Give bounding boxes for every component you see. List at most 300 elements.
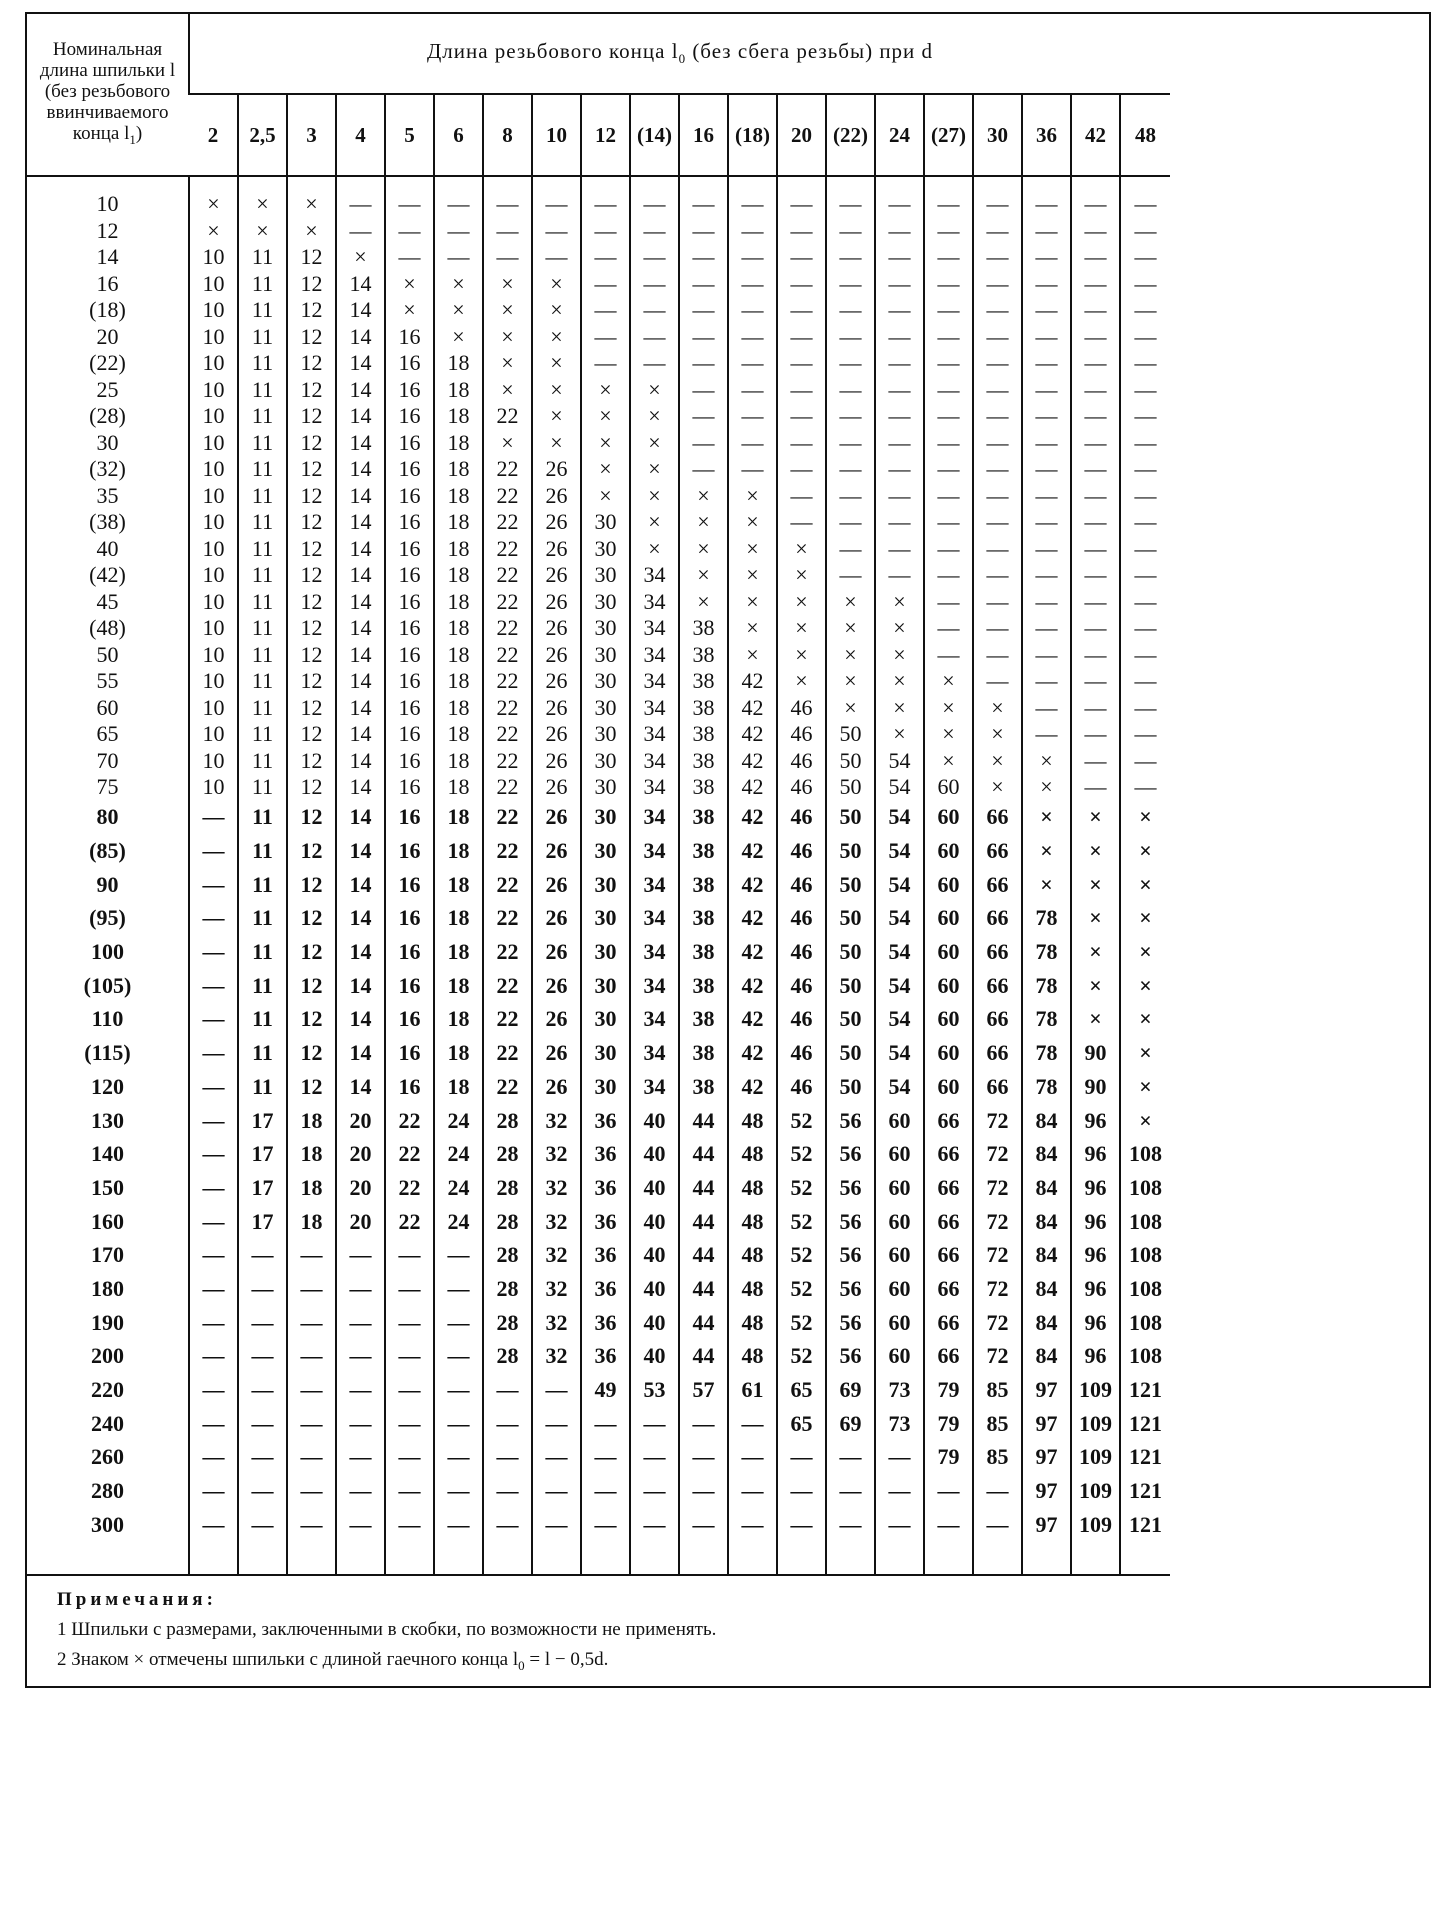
column-header: (14) [630,94,679,176]
table-cell: × [924,748,973,775]
table-cell: — [581,191,630,218]
table-cell: 44 [679,1171,728,1205]
table-cell: 16 [385,562,434,589]
table-cell: — [483,1441,532,1475]
table-cell: 34 [630,748,679,775]
table-cell: × [875,615,924,642]
table-cell: 11 [238,350,287,377]
table-cell: 34 [630,868,679,902]
table-cell: 22 [483,1003,532,1037]
table-cell: — [973,430,1022,457]
table-cell: — [875,350,924,377]
table-cell: — [777,271,826,298]
table-cell: — [826,218,875,245]
table-cell: — [679,1441,728,1475]
table-cell: — [826,483,875,510]
spacer-cell [532,1542,581,1575]
table-cell: 60 [875,1306,924,1340]
table-cell: — [434,244,483,271]
table-cell: 32 [532,1340,581,1374]
table-cell: — [924,271,973,298]
table-cell: 12 [287,350,336,377]
table-cell: 50 [826,801,875,835]
table-cell: — [924,1474,973,1508]
table-cell: 26 [532,721,581,748]
table-cell: 97 [1022,1441,1071,1475]
table-cell: 18 [434,642,483,669]
span-title-post: (без сбега резьбы) при d [686,39,934,64]
table-cell: 54 [875,1036,924,1070]
table-cell: 42 [728,1070,777,1104]
table-cell: 11 [238,377,287,404]
spacer-cell [973,1542,1022,1575]
table-cell: — [287,1441,336,1475]
table-cell: 52 [777,1137,826,1171]
table-cell: 20 [336,1205,385,1239]
row-label: 80 [96,804,119,830]
column-header: (22) [826,94,875,176]
table-cell: 34 [630,721,679,748]
table-cell: — [973,218,1022,245]
row-label: (85) [89,838,126,864]
table-cell: — [728,324,777,351]
table-cell: 16 [385,774,434,801]
table-cell: — [189,1171,238,1205]
row-label: 170 [91,1242,124,1268]
table-cell: 11 [238,244,287,271]
table-cell: 22 [483,1070,532,1104]
table-cell: × [483,271,532,298]
table-cell: 14 [336,868,385,902]
table-cell: 108 [1120,1205,1170,1239]
column-header: 2,5 [238,94,287,176]
table-cell: 72 [973,1238,1022,1272]
table-cell: 40 [630,1340,679,1374]
table-cell: 66 [973,834,1022,868]
table-cell: — [581,297,630,324]
table-cell: 42 [728,834,777,868]
table-cell: 56 [826,1205,875,1239]
table-cell: 12 [287,695,336,722]
table-cell: 18 [287,1205,336,1239]
table-cell: 60 [924,935,973,969]
table-cell: — [777,430,826,457]
table-cell: 60 [924,801,973,835]
table-cell: 52 [777,1306,826,1340]
table-cell: 34 [630,642,679,669]
column-header: 2 [189,94,238,176]
spacer-cell [1022,176,1071,191]
table-cell: 10 [189,350,238,377]
table-cell: 36 [581,1104,630,1138]
table-row [27,536,1170,563]
table-cell: 22 [483,483,532,510]
table-cell: — [532,244,581,271]
row-label: 240 [91,1410,124,1436]
table-cell: — [581,1407,630,1441]
table-cell: 108 [1120,1137,1170,1171]
table-cell: × [1120,902,1170,936]
table-cell: 72 [973,1137,1022,1171]
table-cell: — [1071,536,1120,563]
table-cell: 108 [1120,1340,1170,1374]
table-cell: 10 [189,668,238,695]
table-cell: 66 [924,1104,973,1138]
table-cell: — [581,324,630,351]
table-cell: 12 [287,834,336,868]
row-label: 110 [91,1006,124,1032]
table-cell: — [826,271,875,298]
row-label: 100 [91,939,124,965]
table-cell: × [826,668,875,695]
table-cell: 96 [1071,1104,1120,1138]
table-cell: — [875,403,924,430]
table-cell: × [1120,1104,1170,1138]
table-row [27,1003,1170,1037]
table-cell: 46 [777,1036,826,1070]
table-cell: 17 [238,1171,287,1205]
table-cell: — [1071,642,1120,669]
table-cell: — [924,562,973,589]
table-cell: — [728,1508,777,1542]
table-cell: 42 [728,1003,777,1037]
table-cell: 84 [1022,1306,1071,1340]
table-cell: × [1022,748,1071,775]
table-cell: — [532,218,581,245]
table-cell: 11 [238,589,287,616]
table-cell: — [630,244,679,271]
table-cell: × [434,297,483,324]
table-cell: 66 [973,1070,1022,1104]
table-cell: — [973,536,1022,563]
table-cell: × [532,403,581,430]
table-cell: 26 [532,801,581,835]
table-cell: — [1120,668,1170,695]
table-cell: 16 [385,668,434,695]
table-cell: 28 [483,1137,532,1171]
table-cell: 14 [336,834,385,868]
table-cell: — [581,1474,630,1508]
table-cell: — [532,1407,581,1441]
table-cell: 10 [189,377,238,404]
table-cell: 22 [483,403,532,430]
row-label: 190 [91,1309,124,1335]
row-label: 150 [91,1174,124,1200]
note-2 [57,1645,1429,1681]
table-cell: — [1071,403,1120,430]
table-cell: — [875,430,924,457]
table-cell: — [434,1340,483,1374]
table-cell: 96 [1071,1137,1120,1171]
table-cell: — [238,1373,287,1407]
spacer-cell [385,1542,434,1575]
table-cell: × [630,403,679,430]
table-cell: × [1022,774,1071,801]
table-cell: — [973,642,1022,669]
table-cell: 22 [483,868,532,902]
table-cell: 14 [336,350,385,377]
table-cell: — [385,191,434,218]
table-cell: 50 [826,1070,875,1104]
table-cell: × [875,721,924,748]
table-cell: 38 [679,969,728,1003]
table-row [27,1340,1170,1374]
row-label: 140 [91,1141,124,1167]
table-cell: 14 [336,695,385,722]
table-cell: — [189,902,238,936]
table-cell: 38 [679,935,728,969]
table-cell: 79 [924,1407,973,1441]
table-cell: 16 [385,721,434,748]
table-cell: 54 [875,801,924,835]
table-row [27,589,1170,616]
table-cell: — [581,1508,630,1542]
table-cell: 10 [189,324,238,351]
table-cell: 78 [1022,935,1071,969]
table-cell: — [1071,509,1120,536]
table-cell: 30 [581,1070,630,1104]
table-cell: × [483,377,532,404]
spacer-cell [238,1542,287,1575]
table-cell: 14 [336,562,385,589]
table-cell: — [1120,589,1170,616]
table-cell: 11 [238,748,287,775]
table-cell: — [434,1441,483,1475]
table-cell: — [1022,324,1071,351]
table-cell: 30 [581,642,630,669]
table-cell: — [924,536,973,563]
table-cell: 109 [1071,1407,1120,1441]
table-row [27,902,1170,936]
spacer-cell [336,1542,385,1575]
table-cell: × [1120,801,1170,835]
table-cell: 10 [189,403,238,430]
table-cell: — [189,1238,238,1272]
table-cell: — [826,536,875,563]
table-cell: × [630,509,679,536]
table-cell: — [336,1306,385,1340]
table-cell: 18 [287,1171,336,1205]
table-cell: 34 [630,615,679,642]
table-cell: 18 [434,834,483,868]
table-row [27,1104,1170,1138]
table-cell: 28 [483,1340,532,1374]
table-cell: 46 [777,935,826,969]
table-cell: 16 [385,509,434,536]
table-cell: × [630,377,679,404]
table-cell: 11 [238,456,287,483]
table-cell: — [385,218,434,245]
table-cell: 42 [728,969,777,1003]
table-cell: 16 [385,430,434,457]
table-cell: 90 [1071,1036,1120,1070]
spacer-cell [483,176,532,191]
table-cell: 16 [385,834,434,868]
table-cell: — [1022,218,1071,245]
table-cell: — [875,218,924,245]
table-cell: 42 [728,1036,777,1070]
table-cell: 34 [630,935,679,969]
table-cell: 34 [630,1036,679,1070]
table-cell: — [728,244,777,271]
table-cell: 11 [238,695,287,722]
table-cell: 12 [287,430,336,457]
table-cell: 79 [924,1373,973,1407]
column-header: 24 [875,94,924,176]
table-cell: × [728,562,777,589]
table-cell: 54 [875,748,924,775]
table-cell: 10 [189,430,238,457]
table-cell: — [679,218,728,245]
table-cell: 72 [973,1306,1022,1340]
table-cell: × [728,536,777,563]
table-cell: 16 [385,589,434,616]
table-cell: — [924,377,973,404]
table-cell: — [728,271,777,298]
table-cell: 40 [630,1171,679,1205]
table-cell: 12 [287,536,336,563]
table-row [27,403,1170,430]
table-cell: × [238,191,287,218]
table-cell: — [1022,377,1071,404]
table-cell: — [679,430,728,457]
table-cell: — [973,297,1022,324]
table-cell: — [1120,377,1170,404]
table-cell: — [1071,244,1120,271]
table-cell: — [777,1441,826,1475]
table-cell: 48 [728,1306,777,1340]
table-cell: × [728,509,777,536]
table-cell: 38 [679,668,728,695]
table-cell: × [875,589,924,616]
table-cell: 36 [581,1137,630,1171]
table-cell: 14 [336,324,385,351]
row-label: 65 [96,721,119,747]
table-cell: 10 [189,536,238,563]
table-cell: 36 [581,1171,630,1205]
table-cell: 11 [238,483,287,510]
spacer-cell [875,176,924,191]
table-cell: 72 [973,1205,1022,1239]
table-cell: — [483,218,532,245]
table-cell: × [826,615,875,642]
table-cell: 30 [581,1003,630,1037]
table-cell: 54 [875,902,924,936]
table-cell: 22 [385,1137,434,1171]
table-cell: 18 [434,562,483,589]
table-cell: × [434,271,483,298]
row-label: 200 [91,1343,124,1369]
table-cell: — [1022,483,1071,510]
table-cell: — [238,1340,287,1374]
table-cell: 14 [336,430,385,457]
table-cell: — [875,191,924,218]
table-cell: 10 [189,244,238,271]
table-cell: 18 [287,1104,336,1138]
table-cell: — [826,377,875,404]
table-cell: 18 [434,1070,483,1104]
table-cell: — [336,1238,385,1272]
table-cell: 11 [238,1070,287,1104]
table-cell: — [385,1407,434,1441]
row-label: 300 [91,1511,124,1537]
table-cell: 96 [1071,1340,1120,1374]
table-cell: — [875,456,924,483]
table-cell: — [875,244,924,271]
table-cell: 46 [777,1070,826,1104]
table-cell: 60 [924,902,973,936]
table-cell: — [1120,271,1170,298]
row-label: (105) [83,972,132,998]
table-cell: — [434,1272,483,1306]
table-row [27,1238,1170,1272]
table-cell: × [875,642,924,669]
spacer-cell [238,176,287,191]
table-cell: × [728,642,777,669]
table-cell: 14 [336,1036,385,1070]
note-2-post: = l − 0,5d. [524,1649,609,1670]
table-cell: 10 [189,456,238,483]
table-cell: 38 [679,868,728,902]
table-cell: — [287,1340,336,1374]
table-cell: 50 [826,868,875,902]
table-cell: 12 [287,721,336,748]
table-cell: 42 [728,774,777,801]
table-cell: — [777,218,826,245]
table-cell: 26 [532,969,581,1003]
column-header: 12 [581,94,630,176]
table-cell: × [483,350,532,377]
table-cell: × [336,244,385,271]
table-cell: 16 [385,1070,434,1104]
table-cell: 24 [434,1137,483,1171]
table-cell: 40 [630,1205,679,1239]
table-cell: 44 [679,1137,728,1171]
table-cell: — [924,297,973,324]
table-cell: 14 [336,748,385,775]
table-cell: 11 [238,324,287,351]
table-cell: × [728,589,777,616]
table-cell: — [973,244,1022,271]
table-cell: 38 [679,1070,728,1104]
spacer-cell [924,176,973,191]
notes-block [27,1585,1429,1681]
table-cell: 14 [336,271,385,298]
table-cell: — [826,509,875,536]
table-cell: — [189,1272,238,1306]
table-cell: — [1120,403,1170,430]
table-cell: 16 [385,456,434,483]
table-cell: 78 [1022,969,1071,1003]
table-cell: 30 [581,1036,630,1070]
table-cell: — [1071,191,1120,218]
table-cell: 60 [875,1238,924,1272]
table-cell: 12 [287,902,336,936]
table-cell: 11 [238,536,287,563]
table-cell: — [1022,562,1071,589]
table-cell: — [875,509,924,536]
table-cell: 44 [679,1340,728,1374]
table-cell: — [728,1474,777,1508]
table-cell: 10 [189,615,238,642]
table-cell: 52 [777,1104,826,1138]
table-cell: 54 [875,969,924,1003]
table-cell: 66 [924,1205,973,1239]
note-1: 1 Шпильки с размерами, заключенными в скобки, по возможности не применять. [57,1619,717,1640]
table-cell: × [973,721,1022,748]
table-cell: — [385,1441,434,1475]
table-row [27,1137,1170,1171]
